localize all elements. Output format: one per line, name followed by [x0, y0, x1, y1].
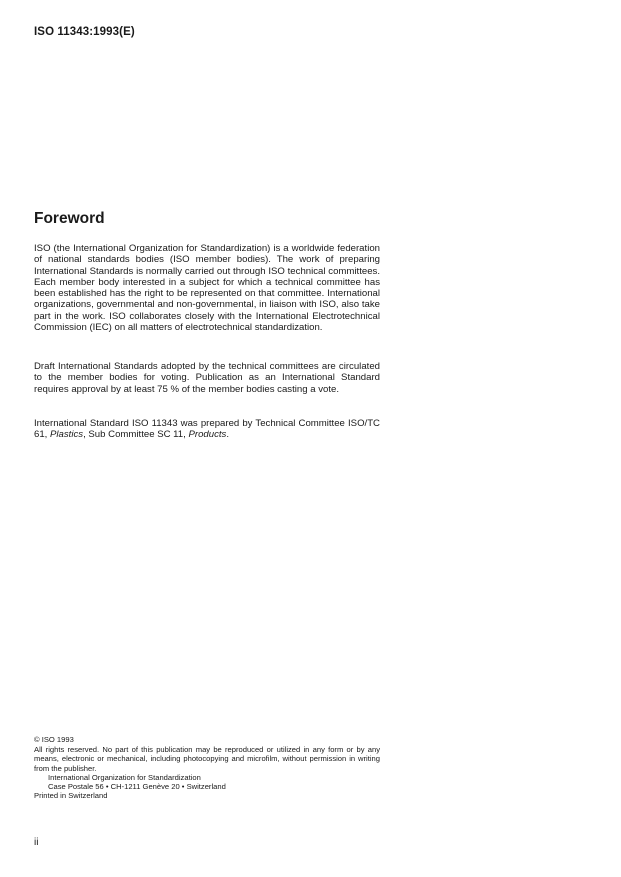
- organization-address: Case Postale 56 • CH-1211 Genève 20 • Switzerland: [48, 782, 226, 792]
- foreword-paragraph-3: [34, 418, 380, 441]
- foreword-paragraph-1: ISO (the International Organization for Standardization) is a worldwide federation of national standards bodies (ISO member bodies). The work of preparing International Standards is normally carried out through ISO technical committees. Each member body interested in a subject for which a technical committee has been established has the right to be represented on that committee. International organizations, governmental and non-governmental, in liaison with ISO, also take part in the work. ISO collaborates closely with the International Electrotechnical Commission (IEC) on all matters of electrotechnical standardization.: [34, 243, 380, 334]
- paragraph-3-text-end: .: [226, 429, 230, 441]
- document-identifier: ISO 11343:1993(E): [34, 26, 135, 38]
- page-number: ii: [34, 837, 39, 848]
- products-subcommittee-name: Products: [188, 429, 227, 441]
- copyright-notice: © ISO 1993: [34, 735, 74, 744]
- organization-name: International Organization for Standardization: [48, 772, 201, 782]
- plastics-committee-name: Plastics: [50, 429, 84, 441]
- foreword-paragraph-2: Draft International Standards adopted by the technical committees are circulated to the member bodies for voting. Publication as an International Standard requires approval by at least 75 % of the member bodies casting a vote.: [34, 361, 380, 395]
- copyright-block: [34, 735, 380, 800]
- printed-location: Printed in Switzerland: [34, 791, 108, 801]
- foreword-heading: Foreword: [34, 210, 105, 227]
- paragraph-3-text-start: International Standard ISO 11343 was prepared by Technical Committee ISO/TC 61,: [34, 418, 380, 441]
- rights-statement: All rights reserved. No part of this publication may be reproduced or utilized in any form or by any means, electronic or mechanical, including photocopying and microfilm, without permission in writing from the publisher.: [34, 745, 380, 773]
- paragraph-3-text-mid: , Sub Committee SC 11,: [83, 429, 189, 441]
